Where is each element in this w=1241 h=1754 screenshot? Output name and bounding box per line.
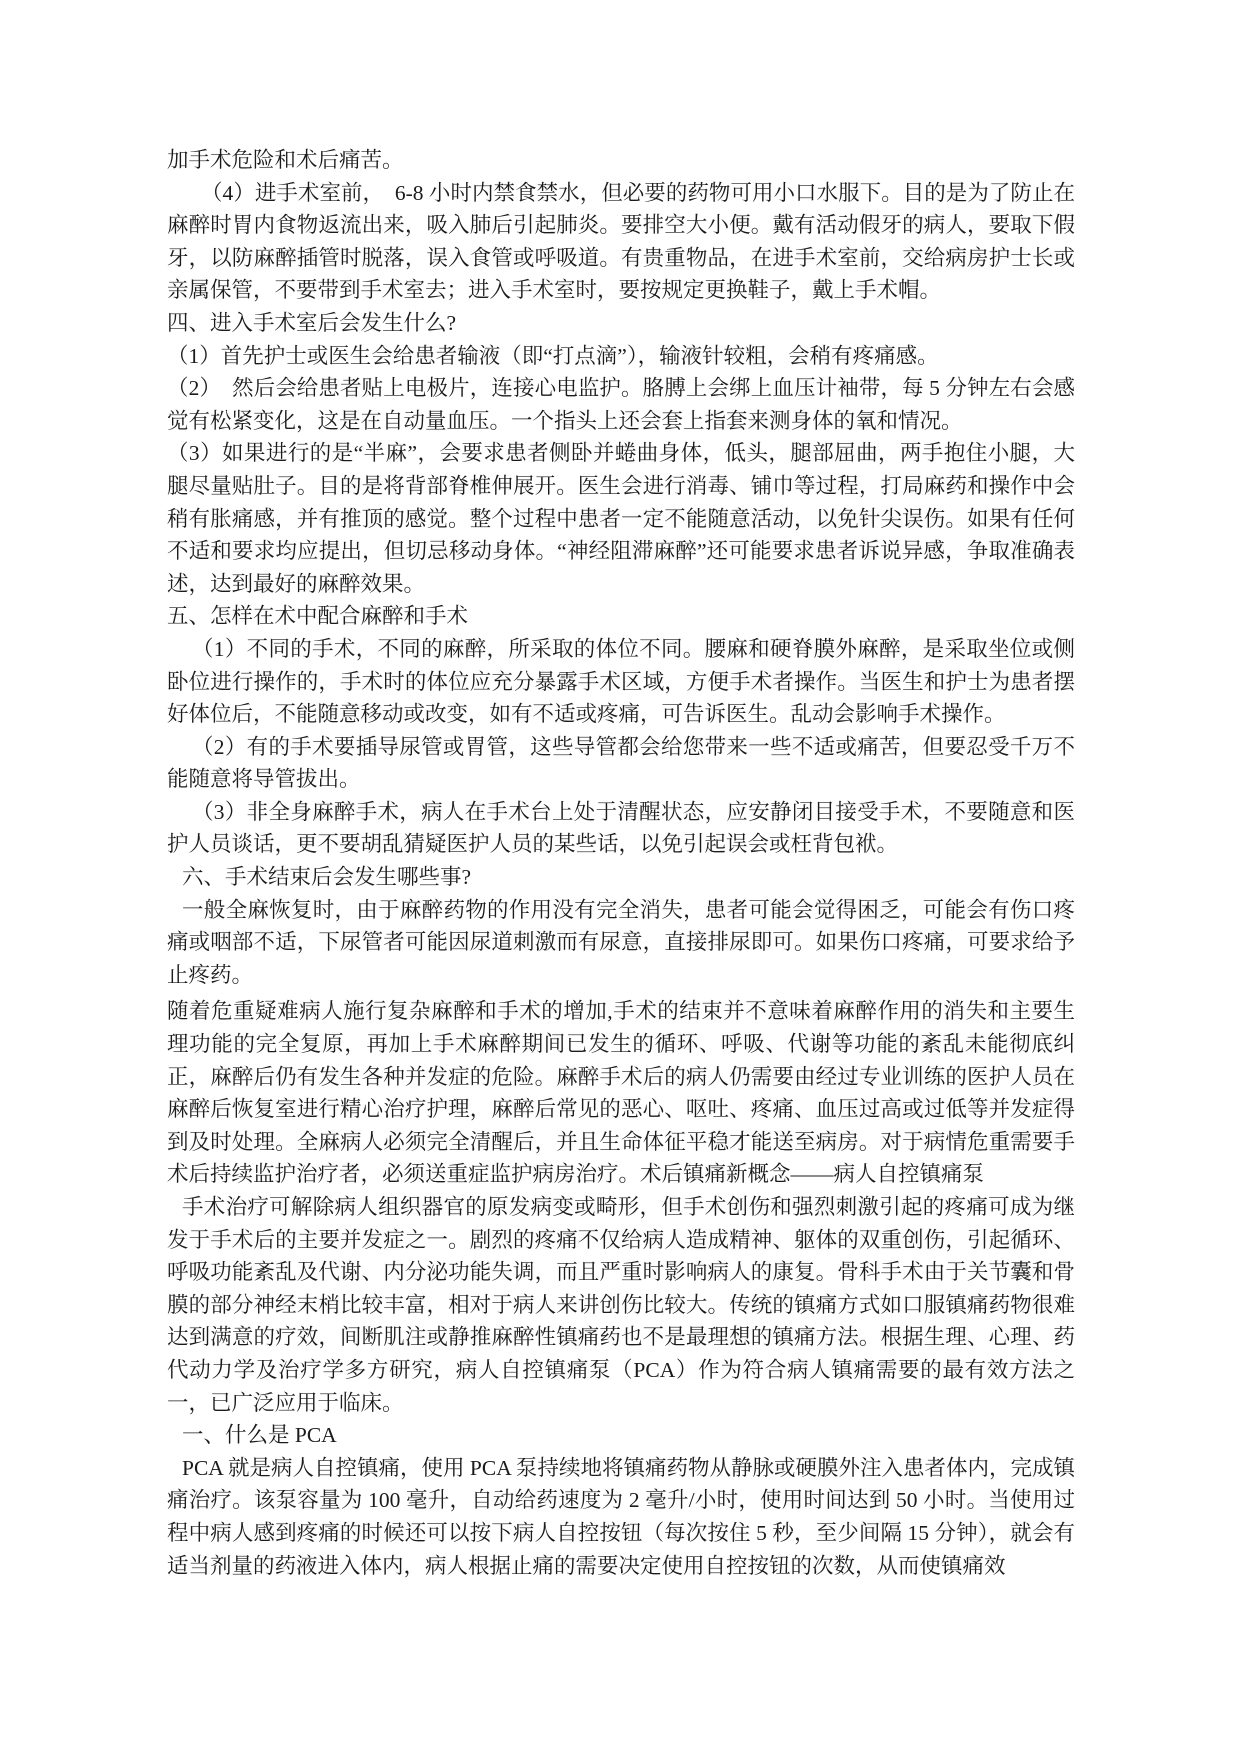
- paragraph-item-4-fasting: （4）进手术室前， 6-8 小时内禁食禁水，但必要的药物可用小口水服下。目的是为了防止在麻醉时胃内食物返流出来，吸入肺后引起肺炎。要排空大小便。戴有活动假牙的病人，要取下假牙，以防麻醉插管时脱落，误入食管或呼吸道。有贵重物品，在进手术室前，交给病房护士长或亲属保管，不要带到手术室去；进入手术室时，要按规定更换鞋子，戴上手术帽。: [167, 180, 1075, 303]
- paragraph-pca-description: PCA 就是病人自控镇痛，使用 PCA 泵持续地将镇痛药物从静脉或硬膜外注入患者体内，完成镇痛治疗。该泵容量为 100 毫升，自动给药速度为 2 毫升/小时，使用时间达到 50 小时。当使用过程中病人感到疼痛的时候还可以按下病人自控按钮（每次按住 5 秒，至少间隔 15 分钟），就会有适当剂量的药液进入体内，病人根据止痛的需要决定使用自控按钮的次数，从而使镇痛效: [167, 1455, 1075, 1578]
- paragraph-item-3-stay-calm: （3）非全身麻醉手术，病人在手术台上处于清醒状态，应安静闭目接受手术，不要随意和医护人员谈话，更不要胡乱猜疑医护人员的某些话，以免引起误会或枉背包袱。: [167, 799, 1075, 857]
- paragraph-item-1-body-position: （1）不同的手术，不同的麻醉，所采取的体位不同。腰麻和硬脊膜外麻醉，是采取坐位或侧卧位进行操作的，手术时的体位应充分暴露手术区域，方便手术者操作。当医生和护士为患者摆好体位后，不能随意移动或改变，如有不适或疼痛，可告诉医生。乱动会影响手术操作。: [167, 636, 1075, 727]
- paragraph-general-recovery: 一般全麻恢复时，由于麻醉药物的作用没有完全消失，患者可能会觉得困乏，可能会有伤口疼痛或咽部不适，下尿管者可能因尿道刺激而有尿意，直接排尿即可。如果伤口疼痛，可要求给予止疼药。: [167, 897, 1075, 987]
- heading-section-6-after-surgery: 六、手术结束后会发生哪些事?: [182, 865, 472, 890]
- paragraph-item-2-catheter: （2）有的手术要插导尿管或胃管，这些导管都会给您带来一些不适或痛苦，但要忍受千万不能随意将导管拔出。: [167, 734, 1075, 792]
- heading-what-is-pca: 一、什么是 PCA: [182, 1423, 337, 1448]
- paragraph-surgery-risk-continuation: 加手术危险和术后痛苦。: [167, 148, 404, 172]
- heading-section-5-cooperation: 五、怎样在术中配合麻醉和手术: [167, 604, 469, 629]
- document-text-block: [167, 144, 1075, 1582]
- paragraph-item-1-infusion: （1）首先护士或医生会给患者输液（即“打点滴”），输液针较粗，会稍有疼痛感。: [167, 343, 939, 368]
- paragraph-item-2-ecg-monitoring: （2） 然后会给患者贴上电极片，连接心电监护。胳膊上会绑上血压计袖带，每 5 分钟左右会感觉有松紧变化，这是在自动量血压。一个指头上还会套上指套来测身体的氧和情况。: [167, 376, 1075, 433]
- heading-section-4-entering-or: 四、进入手术室后会发生什么?: [167, 310, 457, 335]
- paragraph-postoperative-pain: 手术治疗可解除病人组织器官的原发病变或畸形，但手术创伤和强烈刺激引起的疼痛可成为继发于手术后的主要并发症之一。剧烈的疼痛不仅给病人造成精神、躯体的双重创伤，引起循环、呼吸功能紊乱及代谢、内分泌功能失调，而且严重时影响病人的康复。骨科手术由于关节囊和骨膜的部分神经末梢比较丰富，相对于病人来讲创伤比较大。传统的镇痛方式如口服镇痛药物很难达到满意的疗效，间断肌注或静推麻醉性镇痛药也不是最理想的镇痛方法。根据生理、心理、药代动力学及治疗学多方研究，病人自控镇痛泵（PCA）作为符合病人镇痛需要的最有效方法之一，已广泛应用于临床。: [167, 1195, 1075, 1415]
- paragraph-item-3-spinal-anesthesia: （3）如果进行的是“半麻”，会要求患者侧卧并蜷曲身体，低头，腿部屈曲，两手抱住小腿，大腿尽量贴肚子。目的是将背部脊椎伸展开。医生会进行消毒、铺巾等过程，打局麻药和操作中会稍有胀痛感，并有推顶的感觉。整个过程中患者一定不能随意活动，以免针尖误伤。如果有任何不适和要求均应提出，但切忌移动身体。“神经阻滞麻醉”还可能要求患者诉说异感，争取准确表述，达到最好的麻醉效果。: [167, 441, 1075, 596]
- paragraph-complex-anesthesia-recovery: 随着危重疑难病人施行复杂麻醉和手术的增加,手术的结束并不意味着麻醉作用的消失和主要生理功能的完全复原，再加上手术麻醉期间已发生的循环、呼吸、代谢等功能的紊乱未能彻底纠正，麻醉后仍有发生各种并发症的危险。麻醉手术后的病人仍需要由经过专业训练的医护人员在麻醉后恢复室进行精心治疗护理，麻醉后常见的恶心、呕吐、疼痛、血压过高或过低等并发症得到及时处理。全麻病人必须完全清醒后，并且生命体征平稳才能送至病房。对于病情危重需要手术后持续监护治疗者，必须送重症监护病房治疗。术后镇痛新概念——病人自控镇痛泵: [167, 999, 1075, 1187]
